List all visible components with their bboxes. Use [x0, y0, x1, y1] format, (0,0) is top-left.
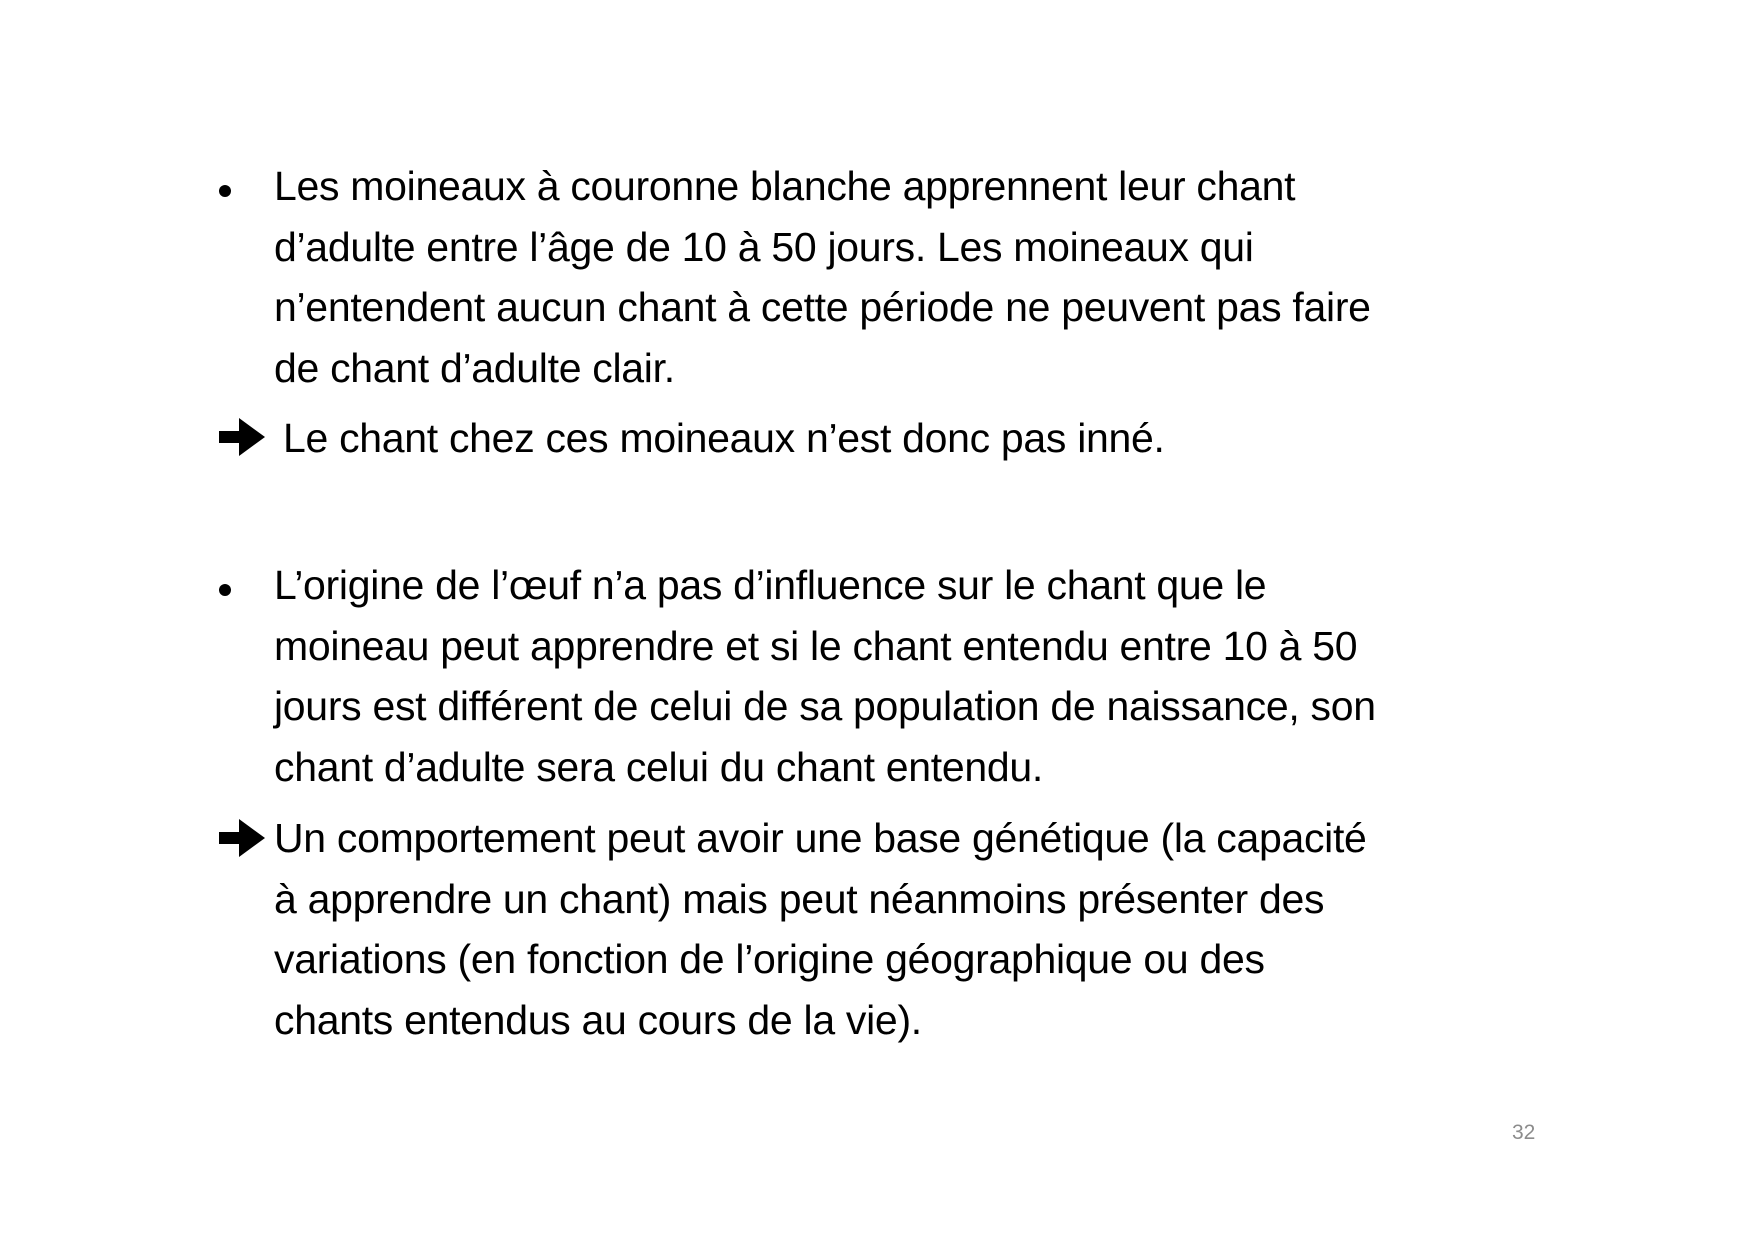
conclusion-2-line-2: à apprendre un chant) mais peut néanmoins présenter des	[274, 876, 1325, 922]
paragraph-1-line-1: Les moineaux à couronne blanche apprennent leur chant	[274, 163, 1296, 209]
conclusion-2-line-1: Un comportement peut avoir une base génétique (la capacité	[274, 815, 1367, 861]
paragraph-1-line-3: n’entendent aucun chant à cette période ne peuvent pas faire	[274, 284, 1371, 330]
paragraph-2-line-4: chant d’adulte sera celui du chant entendu.	[274, 744, 1043, 790]
paragraph-1-line-4: de chant d’adulte clair.	[274, 345, 675, 391]
page-number: 32	[1512, 1121, 1536, 1144]
right-arrow-icon	[219, 418, 265, 456]
paragraph-2-line-3: jours est différent de celui de sa population de naissance, son	[274, 683, 1376, 729]
paragraph-1-line-2: d’adulte entre l’âge de 10 à 50 jours. Les moineaux qui	[274, 224, 1254, 270]
conclusion-2-line-4: chants entendus au cours de la vie).	[274, 997, 922, 1043]
right-arrow-icon	[219, 819, 265, 857]
paragraph-2-line-1: L’origine de l’œuf n’a pas d’influence sur le chant que le	[274, 562, 1267, 608]
conclusion-2-line-3: variations (en fonction de l’origine géographique ou des	[274, 936, 1265, 982]
paragraph-2-line-2: moineau peut apprendre et si le chant entendu entre 10 à 50	[274, 623, 1358, 669]
conclusion-1: Le chant chez ces moineaux n’est donc pas inné.	[283, 415, 1165, 461]
